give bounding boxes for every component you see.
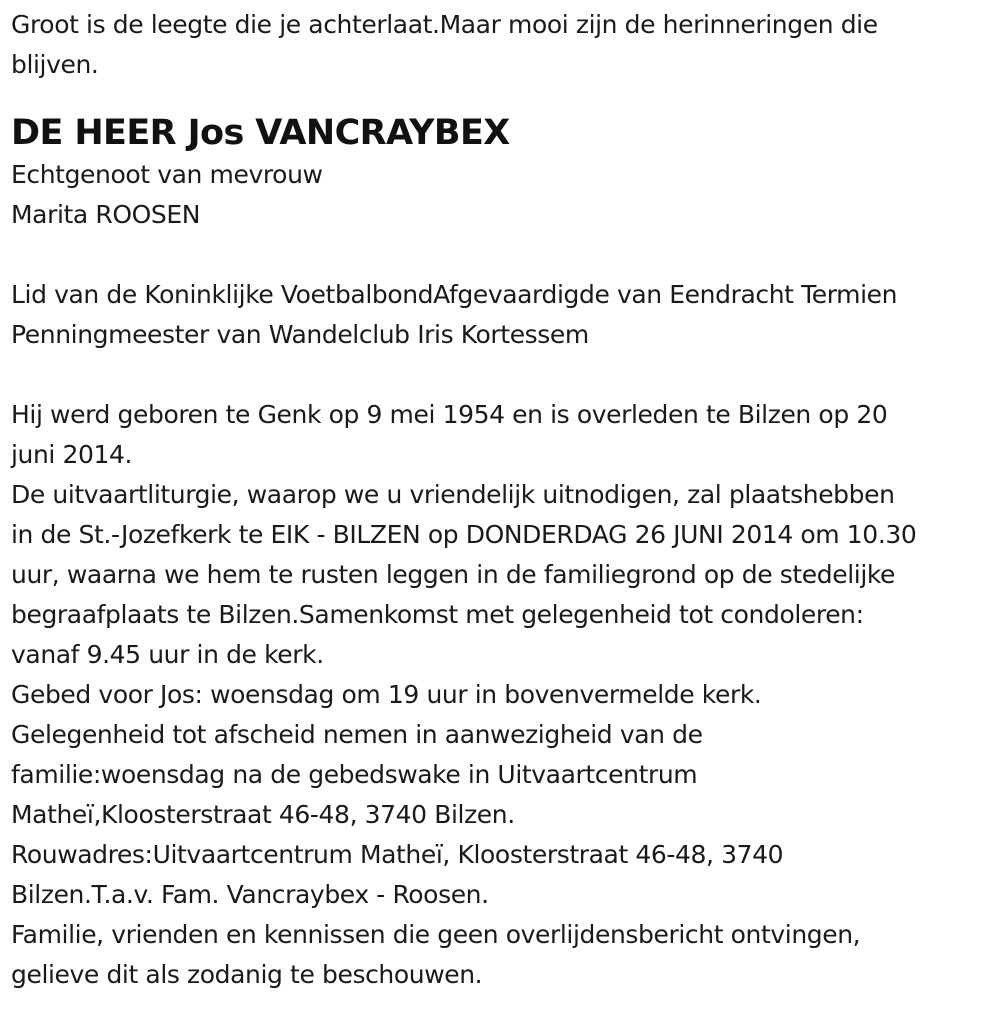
deceased-name: DE HEER Jos VANCRAYBEX [11,113,510,153]
body-line: begraafplaats te Bilzen.Samenkomst met gelegenheid tot condoleren: [11,600,864,629]
body-line: Gebed voor Jos: woensdag om 19 uur in bovenvermelde kerk. [11,680,762,709]
body-text [11,395,991,995]
section-spacer [11,355,991,395]
obituary-notice [11,0,991,995]
body-line: Familie, vrienden en kennissen die geen overlijdensbericht ontvingen, [11,920,861,949]
roles-info [11,275,991,355]
body-line: De uitvaartliturgie, waarop we u vriendelijk uitnodigen, zal plaatshebben [11,480,895,509]
body-line: gelieve dit als zodanig te beschouwen. [11,960,483,989]
body-line: Bilzen.T.a.v. Fam. Vancraybex - Roosen. [11,880,489,909]
spouse-line: Echtgenoot van mevrouw [11,160,323,189]
body-line: Rouwadres:Uitvaartcentrum Matheï, Kloosterstraat 46-48, 3740 [11,840,784,869]
body-line: in de St.-Jozefkerk te EIK - BILZEN op DONDERDAG 26 JUNI 2014 om 10.30 [11,520,917,549]
section-spacer [11,235,991,275]
body-line: juni 2014. [11,440,133,469]
body-line: uur, waarna we hem te rusten leggen in de familiegrond op de stedelijke [11,560,896,589]
body-line: familie:woensdag na de gebedswake in Uitvaartcentrum [11,760,698,789]
memorial-quote [11,5,991,85]
body-line: vanaf 9.45 uur in de kerk. [11,640,324,669]
role-line: Penningmeester van Wandelclub Iris Kortessem [11,320,589,349]
body-line: Hij werd geboren te Genk op 9 mei 1954 en is overleden te Bilzen op 20 [11,400,888,429]
body-line: Matheï,Kloosterstraat 46-48, 3740 Bilzen. [11,800,515,829]
spouse-line: Marita ROOSEN [11,200,201,229]
body-line: Gelegenheid tot afscheid nemen in aanwezigheid van de [11,720,703,749]
role-line: Lid van de Koninklijke VoetbalbondAfgevaardigde van Eendracht Termien [11,280,898,309]
spouse-info [11,155,991,235]
quote-line: Groot is de leegte die je achterlaat.Maar mooi zijn de herinneringen die [11,10,878,39]
quote-line: blijven. [11,50,99,79]
